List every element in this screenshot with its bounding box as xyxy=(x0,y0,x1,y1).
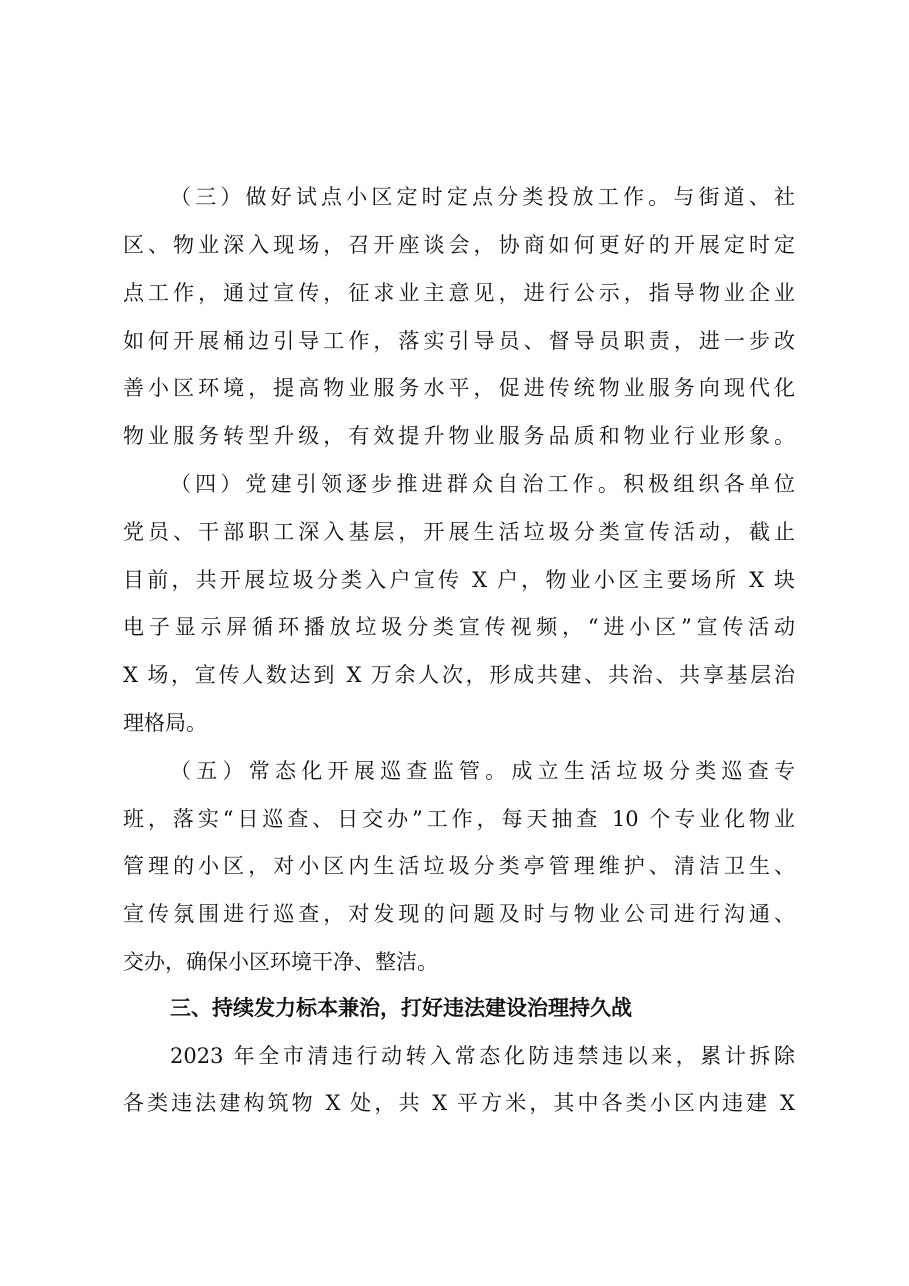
text-line: 管理的小区，对小区内生活垃圾分类亭管理维护、清洁卫生、 xyxy=(123,854,795,878)
text-line: 点工作，通过宣传，征求业主意见，进行公示，指导物业企业 xyxy=(123,281,795,305)
text-line: X 场，宣传人数达到 X 万余人次，形成共建、共治、共享基层治 xyxy=(123,663,795,687)
text-line: （三）做好试点小区定时定点分类投放工作。与街道、社 xyxy=(170,185,795,209)
text-line: 宣传氛围进行巡查，对发现的问题及时与物业公司进行沟通、 xyxy=(123,902,795,926)
text-line: （五）常态化开展巡查监管。成立生活垃圾分类巡查专 xyxy=(170,759,795,783)
text-line: 善小区环境，提高物业服务水平，促进传统物业服务向现代化 xyxy=(123,376,795,400)
text-line: 理格局。 xyxy=(123,711,207,735)
section-heading: 三、持续发力标本兼治，打好违法建设治理持久战 xyxy=(170,996,632,1020)
text-line: 党员、干部职工深入基层，开展生活垃圾分类宣传活动，截止 xyxy=(123,520,795,544)
text-line: 交办，确保小区环境干净、整洁。 xyxy=(123,950,438,974)
text-line: 班，落实“日巡查、日交办”工作，每天抽查 10 个专业化物业 xyxy=(123,807,795,831)
text-line: 物业服务转型升级，有效提升物业服务品质和物业行业形象。 xyxy=(123,424,795,448)
text-line: 2023 年全市清违行动转入常态化防违禁违以来，累计拆除 xyxy=(170,1044,795,1068)
text-line: 电子显示屏循环播放垃圾分类宣传视频，“进小区”宣传活动 xyxy=(123,615,795,639)
text-line: 各类违法建构筑物 X 处，共 X 平方米，其中各类小区内违建 X xyxy=(123,1091,795,1115)
text-line: 目前，共开展垃圾分类入户宣传 X 户，物业小区主要场所 X 块 xyxy=(123,568,795,592)
text-line: 区、物业深入现场，召开座谈会，协商如何更好的开展定时定 xyxy=(123,233,795,257)
text-line: （四）党建引领逐步推进群众自治工作。积极组织各单位 xyxy=(170,472,795,496)
text-line: 如何开展桶边引导工作，落实引导员、督导员职责，进一步改 xyxy=(123,329,795,353)
